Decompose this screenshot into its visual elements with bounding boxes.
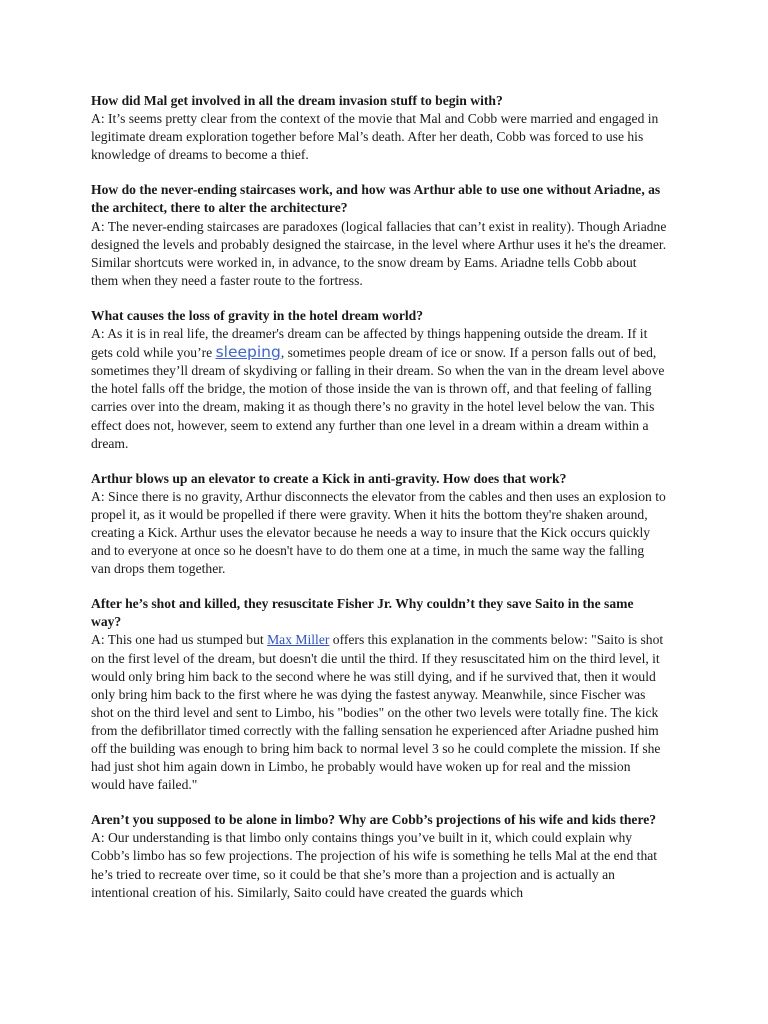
answer-paragraph: A: Since there is no gravity, Arthur disconnects the elevator from the cables and then uses an explosion to propel it, as it would be propelled if there were gravity. When it hits the bottom they're shaken around, creating a Kick. Arthur uses the elevator because he needs a way to insure that the Kick occurs quickly and to everyone at once so he doesn't have to do them one at a time, in much the same way the falling van drops them together. [91, 488, 666, 577]
document-page [91, 92, 667, 919]
answer-text-end: offers this explanation in the comments below: "Saito is shot on the first level of the dream, but doesn't die until the third. If they resuscitated him on the third level, it would only bring him back to the second where he was still dying, and if he survived that, then it would only bring him back to the first where he was dying the fastest anyway. Meanwhile, since Fischer was shot on the third level and sent to Limbo, his "bodies" on the other two levels were totally fine. The kick from the defibrillator timed correctly with the falling sensation he experienced after Ariadne pushed him off the building was enough to bring him back to normal level 3 so he could complete the mission. If she had just shot him again down in Limbo, he probably would have woken up for real and the mission would have failed." [91, 632, 664, 793]
answer-paragraph: A: It’s seems pretty clear from the context of the movie that Mal and Cobb were married and engaged in legitimate dream exploration together before Mal’s death. After her death, Cobb was forced to use his knowledge of dreams to become a thief. [91, 111, 659, 163]
qa-block-2 [91, 181, 667, 290]
answer-paragraph: A: The never-ending staircases are paradoxes (logical fallacies that can’t exist in reality). Though Ariadne designed the levels and probably designed the staircase, in the level where Arthur uses it he's the dreamer. Similar shortcuts were worked in, in advance, to the snow dream by Eams. Ariadne tells Cobb about them when they need a faster route to the fortress. [91, 218, 667, 288]
question-heading: Arthur blows up an elevator to create a Kick in anti-gravity. How does that work? [91, 470, 567, 486]
sleeping-link[interactable]: sleeping [215, 343, 281, 362]
qa-block-3 [91, 307, 667, 453]
qa-block-1 [91, 92, 667, 164]
qa-block-6 [91, 811, 667, 901]
answer-text-start: A: This one had us stumped but [91, 632, 268, 648]
answer-paragraph: A: Our understanding is that limbo only contains things you’ve built in it, which could explain why Cobb’s limbo has so few projections. The projection of his wife is something he tells Mal at the end that he’s tried to recreate over time, so it could be that she’s more than a projection and is actually an intentional creation of his. Similarly, Saito could have created the guards which [91, 830, 658, 900]
qa-block-4 [91, 470, 667, 579]
question-heading: Aren’t you supposed to be alone in limbo? Why are Cobb’s projections of his wife and kids there? [91, 812, 657, 828]
max-miller-link[interactable]: Max Miller [267, 632, 330, 648]
answer-paragraph [91, 325, 667, 453]
question-heading: How did Mal get involved in all the dream invasion stuff to begin with? [91, 93, 503, 108]
answer-text-end: , sometimes people dream of ice or snow. If a person falls out of bed, sometimes they’ll dream of skydiving or falling in their dream. So when the van in the dream level above the hotel falls off the bridge, the motion of those inside the van is thrown off, and that feeling of falling carries over into the dream, making it as though there’s no gravity in the hotel level below the van. This effect does not, however, seem to extend any further than one level in a dream within a dream within a dream. [91, 345, 665, 451]
answer-text-start: A: As it is in real life, the dreamer's dream can be affected by things happening outside the dream. If it gets cold while you’re [91, 326, 648, 361]
question-heading: After he’s shot and killed, they resuscitate Fisher Jr. Why couldn’t they save Saito in the same way? [91, 596, 634, 630]
qa-block-5 [91, 595, 667, 794]
answer-paragraph [91, 631, 667, 794]
question-heading: What causes the loss of gravity in the hotel dream world? [91, 307, 424, 323]
question-heading: How do the never-ending staircases work, and how was Arthur able to use one without Ariadne, as the architect, there to alter the architecture? [91, 182, 661, 216]
